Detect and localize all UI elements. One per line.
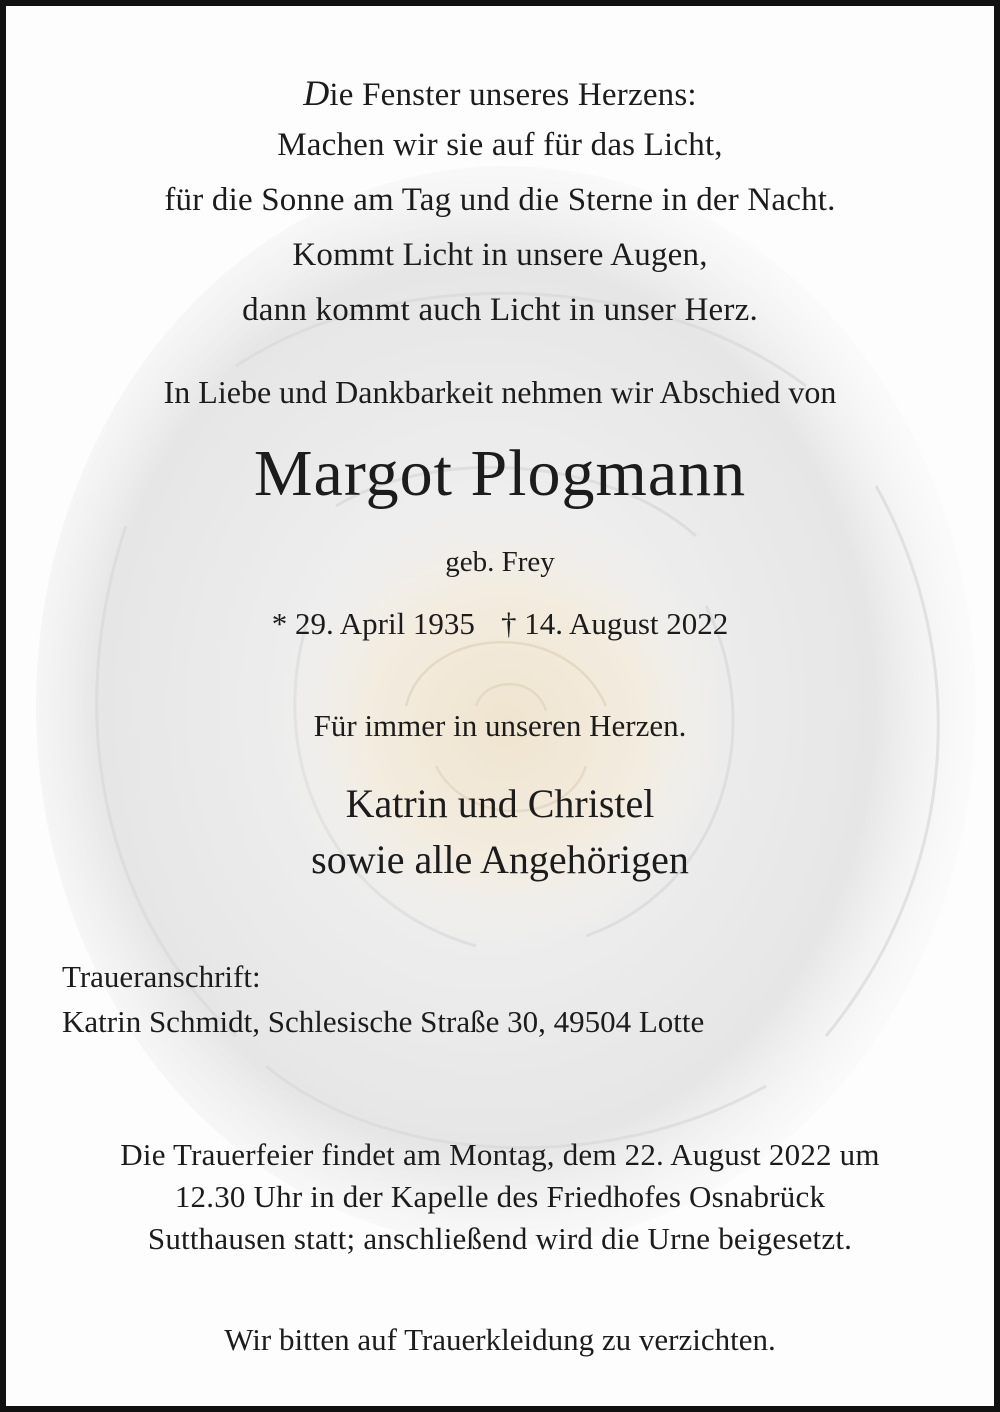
address-label: Traueranschrift: [62,959,261,994]
poem-line-1 [6,72,994,114]
life-dates [6,606,994,642]
poem-initial: D [303,73,330,113]
poem-line-1-text: ie Fenster unseres Herzens: [329,77,697,113]
obituary-text [6,6,994,1406]
farewell-intro: In Liebe und Dankbarkeit nehmen wir Abschied von [163,374,837,410]
poem-line-4: Kommt Licht in unsere Augen, [292,237,708,273]
motto: Für immer in unseren Herzen. [313,708,687,743]
death-date: † 14. August 2022 [500,606,729,641]
mourners-line-2: sowie alle Angehörigen [311,837,689,882]
maiden-name: geb. Frey [445,546,555,578]
poem-line-2: Machen wir sie auf für das Licht, [277,127,723,163]
funeral-line-2: 12.30 Uhr in der Kapelle des Friedhofes Osnabrück [174,1179,826,1214]
address-value: Katrin Schmidt, Schlesische Straße 30, 49504 Lotte [62,1004,705,1039]
deceased-name: Margot Plogmann [253,437,747,510]
mourners-line-1: Katrin und Christel [345,781,655,826]
funeral-line-3: Sutthausen statt; anschließend wird die Urne beigesetzt. [147,1221,853,1256]
closing-note: Wir bitten auf Trauerkleidung zu verzichten. [224,1322,776,1357]
poem-line-5: dann kommt auch Licht in unser Herz. [242,292,758,328]
poem-line-3: für die Sonne am Tag und die Sterne in der Nacht. [164,182,836,218]
funeral-line-1: Die Trauerfeier findet am Montag, dem 22. August 2022 um [120,1137,880,1172]
birth-date: * 29. April 1935 [271,606,475,641]
